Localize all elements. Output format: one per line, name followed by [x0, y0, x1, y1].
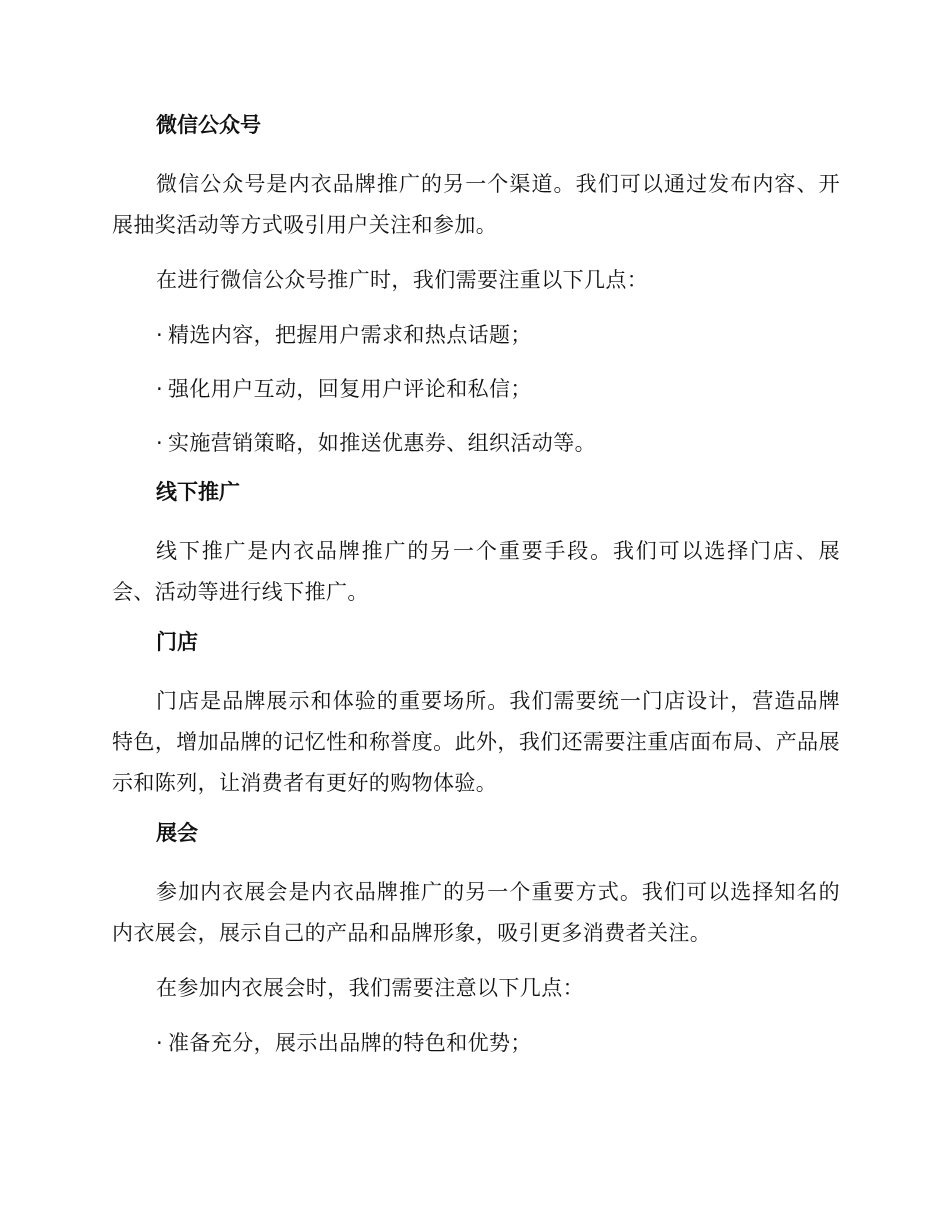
- paragraph-store-intro: 门店是品牌展示和体验的重要场所。我们需要统一门店设计，营造品牌特色，增加品牌的记忆性和称誉度。此外，我们还需要注重店面布局、产品展示和陈列，让消费者有更好的购物体验。: [112, 689, 840, 795]
- bullet-glyph: ·: [156, 323, 164, 347]
- list-item-text: 实施营销策略，如推送优惠券、组织活动等。: [168, 431, 596, 455]
- section-heading-store: 门店: [156, 630, 198, 654]
- paragraph-expo-lead: 在参加内衣展会时，我们需要注意以下几点：: [156, 976, 584, 1000]
- paragraph-expo-intro: 参加内衣展会是内衣品牌推广的另一个重要方式。我们可以选择知名的内衣展会，展示自己的产品和品牌形象，吸引更多消费者关注。: [112, 880, 840, 945]
- list-item-text: 精选内容，把握用户需求和热点话题；: [168, 323, 532, 347]
- section-heading-offline: 线下推广: [156, 480, 240, 504]
- section-heading-wechat: 微信公众号: [156, 113, 261, 137]
- bullet-glyph: ·: [156, 377, 164, 401]
- bullet-glyph: ·: [156, 431, 164, 455]
- list-item-text: 强化用户互动，回复用户评论和私信；: [168, 377, 532, 401]
- list-item: [112, 369, 840, 410]
- paragraph-wechat-intro: 微信公众号是内衣品牌推广的另一个渠道。我们可以通过发布内容、开展抽奖活动等方式吸引用户关注和参加。: [112, 172, 840, 237]
- bullet-glyph: ·: [156, 1031, 164, 1055]
- list-item: [112, 423, 840, 464]
- paragraph-offline-intro: 线下推广是内衣品牌推广的另一个重要手段。我们可以选择门店、展会、活动等进行线下推广。: [112, 539, 840, 604]
- paragraph-wechat-lead: 在进行微信公众号推广时，我们需要注重以下几点：: [156, 268, 649, 292]
- list-item: [112, 315, 840, 356]
- list-item: [112, 1023, 840, 1064]
- section-heading-expo: 展会: [156, 821, 198, 845]
- list-item-text: 准备充分，展示出品牌的特色和优势；: [168, 1031, 532, 1055]
